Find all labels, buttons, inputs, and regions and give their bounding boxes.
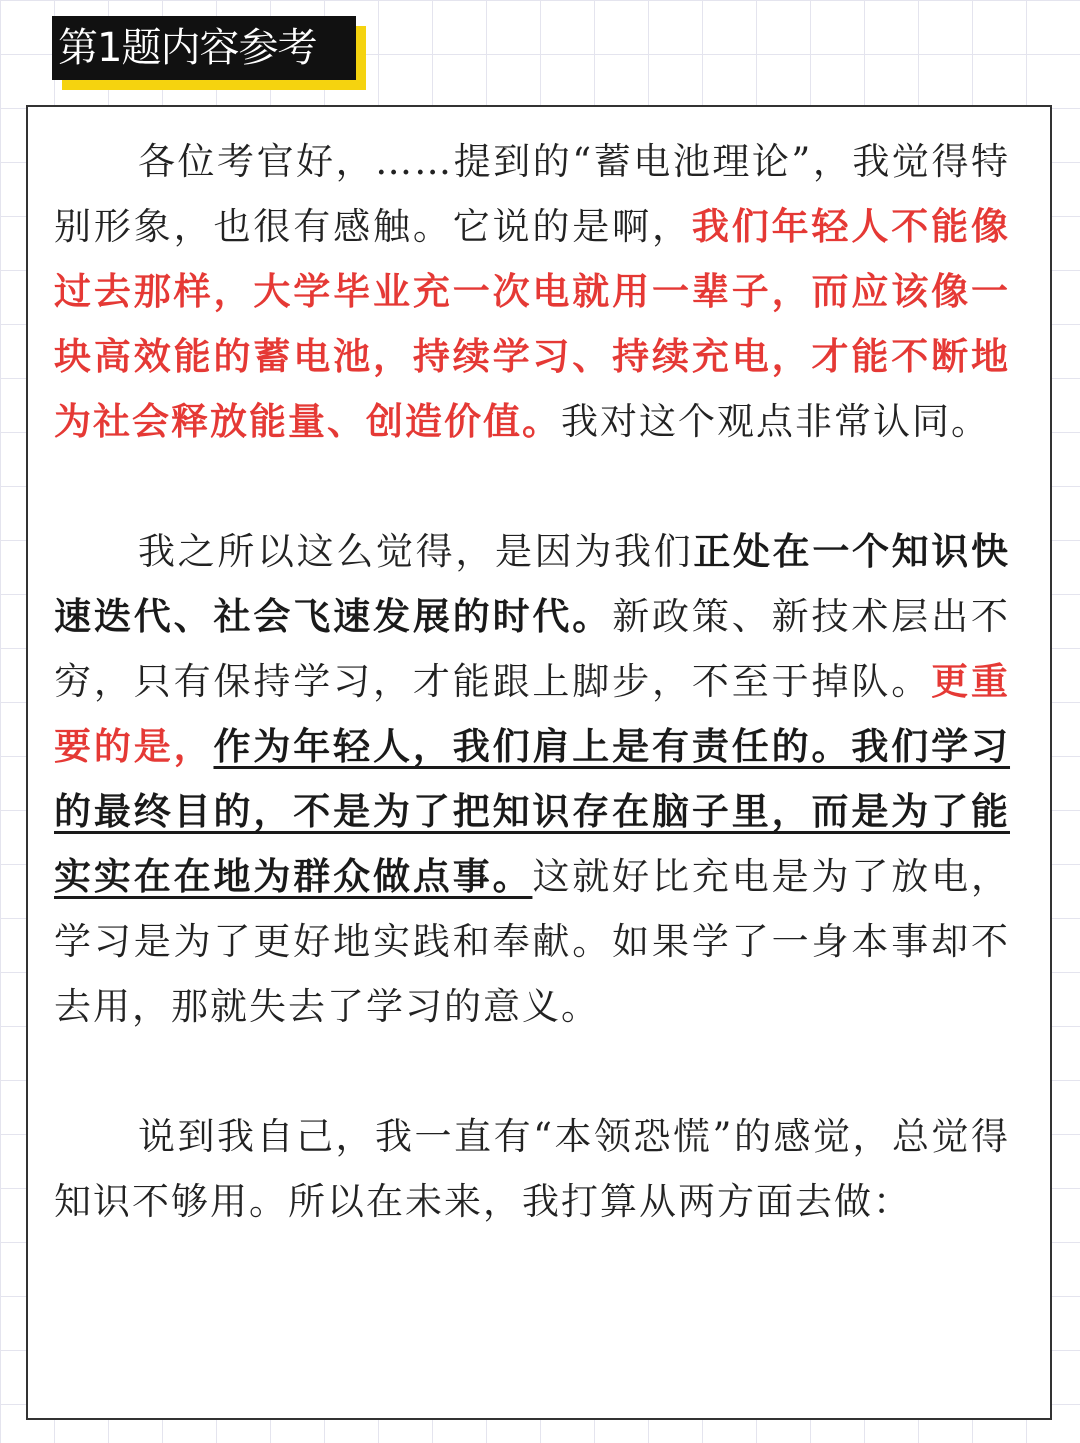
underlined-bold-text: 作为年轻人，我们肩上是有责任的。我们学习的最终目的，不是为了把知识存在脑子里，而是为了能实实在在地为群众做点事。 <box>54 724 1011 898</box>
text-segment: 新政策、新技术层出不穷，只有保持学习，才能跟上脚步，不至于掉队。 <box>54 595 1011 703</box>
paragraph-2 <box>54 519 1010 1039</box>
text-segment: 我之所以这么觉得，是因为我们 <box>138 530 694 573</box>
answer-card <box>26 105 1052 1420</box>
text-segment: 各位考官好，……提到的“蓄电池理论”，我觉得特别形象，也很有感触。它说的是啊， <box>54 140 1010 248</box>
highlight-red-text: 更重要的是， <box>54 659 1011 768</box>
text-segment: 我对这个观点非常认同。 <box>561 400 990 443</box>
page-title: 第1题内容参考 <box>52 16 356 80</box>
title-tag <box>52 16 356 80</box>
bold-text: 正处在一个知识快速迭代、社会飞速发展的时代。 <box>54 529 1011 638</box>
answer-content <box>54 129 1010 1234</box>
text-segment: 这就好比充电是为了放电，学习是为了更好地实践和奉献。如果学了一身本事却不去用，那就失去了学习的意义。 <box>54 855 1011 1028</box>
text-segment: 说到我自己，我一直有“本领恐慌”的感觉，总觉得知识不够用。所以在未来，我打算从两方面去做： <box>54 1115 1010 1223</box>
paragraph-3 <box>54 1104 1010 1234</box>
highlight-red-text: 我们年轻人不能像过去那样，大学毕业充一次电就用一辈子，而应该像一块高效能的蓄电池，持续学习、持续充电，才能不断地为社会释放能量、创造价值。 <box>54 204 1011 443</box>
paragraph-1 <box>54 129 1010 454</box>
